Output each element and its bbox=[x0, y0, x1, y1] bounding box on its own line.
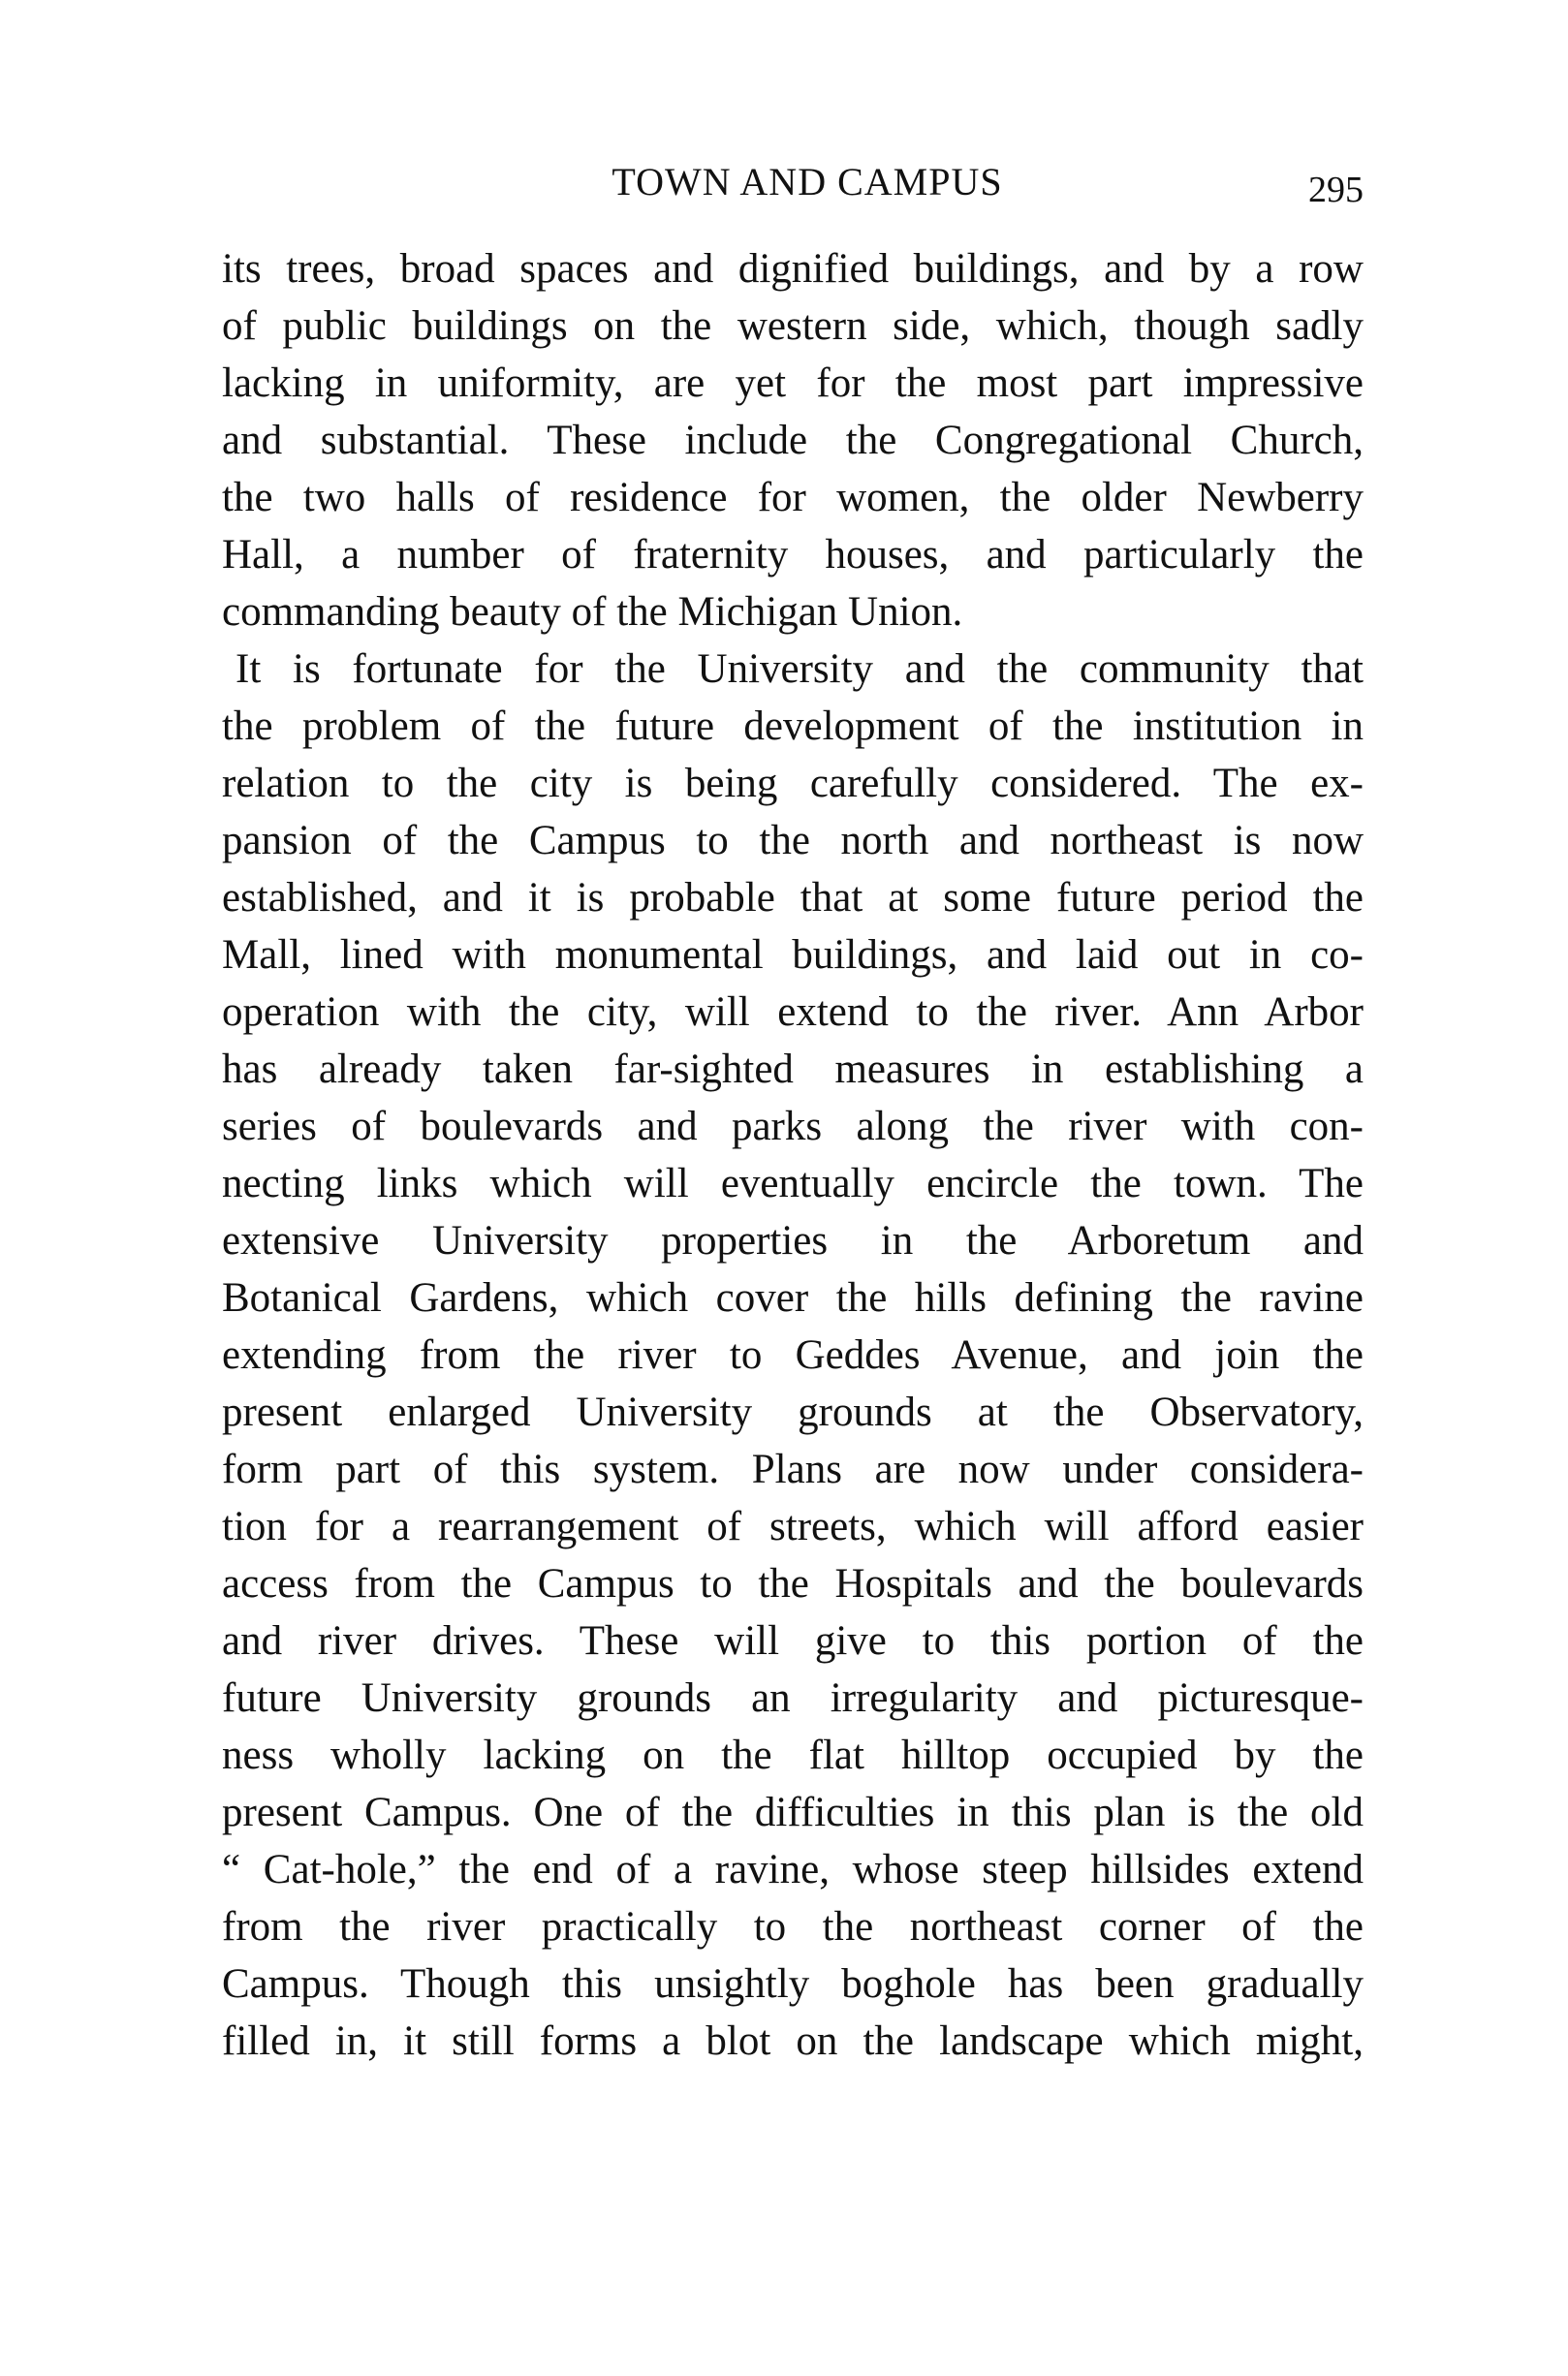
page-number: 295 bbox=[1308, 170, 1364, 210]
text-line: lacking in uniformity, are yet for the most part impressive bbox=[222, 360, 1364, 406]
text-line: It is fortunate for the University and the community that bbox=[235, 646, 1364, 692]
text-line: access from the Campus to the Hospitals and the boulevards bbox=[222, 1561, 1364, 1607]
text-line: Mall, lined with monumental buildings, and laid out in co- bbox=[222, 932, 1364, 978]
text-line: relation to the city is being carefully considered. The ex- bbox=[222, 761, 1364, 806]
text-line: from the river practically to the northeast corner of the bbox=[222, 1904, 1364, 1950]
text-line: its trees, broad spaces and dignified buildings, and by a row bbox=[222, 246, 1364, 292]
text-line: Hall, a number of fraternity houses, and particularly the bbox=[222, 532, 1364, 578]
text-line: and river drives. These will give to this portion of the bbox=[222, 1618, 1364, 1664]
text-line: present Campus. One of the difficulties in this plan is the old bbox=[222, 1790, 1364, 1835]
text-line: ness wholly lacking on the flat hilltop occupied by the bbox=[222, 1733, 1364, 1778]
text-line: extensive University properties in the Arboretum and bbox=[222, 1218, 1364, 1264]
text-line: Campus. Though this unsightly boghole has been gradually bbox=[222, 1961, 1364, 2007]
text-line: “ Cat-hole,” the end of a ravine, whose steep hillsides extend bbox=[222, 1847, 1364, 1892]
text-line: present enlarged University grounds at the Observatory, bbox=[222, 1390, 1364, 1435]
text-line: necting links which will eventually encircle the town. The bbox=[222, 1161, 1364, 1206]
text-line: filled in, it still forms a blot on the landscape which might, bbox=[222, 2018, 1364, 2064]
text-line: commanding beauty of the Michigan Union. bbox=[222, 589, 963, 635]
text-line: of public buildings on the western side, which, though sadly bbox=[222, 303, 1364, 349]
text-line: future University grounds an irregularity and picturesque- bbox=[222, 1675, 1364, 1721]
running-head bbox=[222, 158, 1364, 210]
text-line: has already taken far-sighted measures in establishing a bbox=[222, 1047, 1364, 1092]
text-line: extending from the river to Geddes Avenue, and join the bbox=[222, 1332, 1364, 1378]
body-text bbox=[222, 240, 1364, 2070]
text-line: and substantial. These include the Congregational Church, bbox=[222, 418, 1364, 463]
text-line: the problem of the future development of the institution in bbox=[222, 703, 1364, 749]
text-line: the two halls of residence for women, the older Newberry bbox=[222, 475, 1364, 520]
paragraph-1 bbox=[222, 240, 1364, 641]
text-line: series of boulevards and parks along the river with con- bbox=[222, 1104, 1364, 1149]
chapter-title: TOWN AND CAMPUS bbox=[612, 160, 1003, 203]
text-line: operation with the city, will extend to the river. Ann Arbor bbox=[222, 989, 1364, 1035]
text-line: Botanical Gardens, which cover the hills defining the ravine bbox=[222, 1275, 1364, 1321]
text-line: tion for a rearrangement of streets, which will afford easier bbox=[222, 1504, 1364, 1549]
text-line: pansion of the Campus to the north and northeast is now bbox=[222, 818, 1364, 863]
paragraph-2 bbox=[222, 641, 1364, 2070]
text-line: form part of this system. Plans are now under considera- bbox=[222, 1447, 1364, 1492]
text-line: established, and it is probable that at some future period the bbox=[222, 875, 1364, 921]
